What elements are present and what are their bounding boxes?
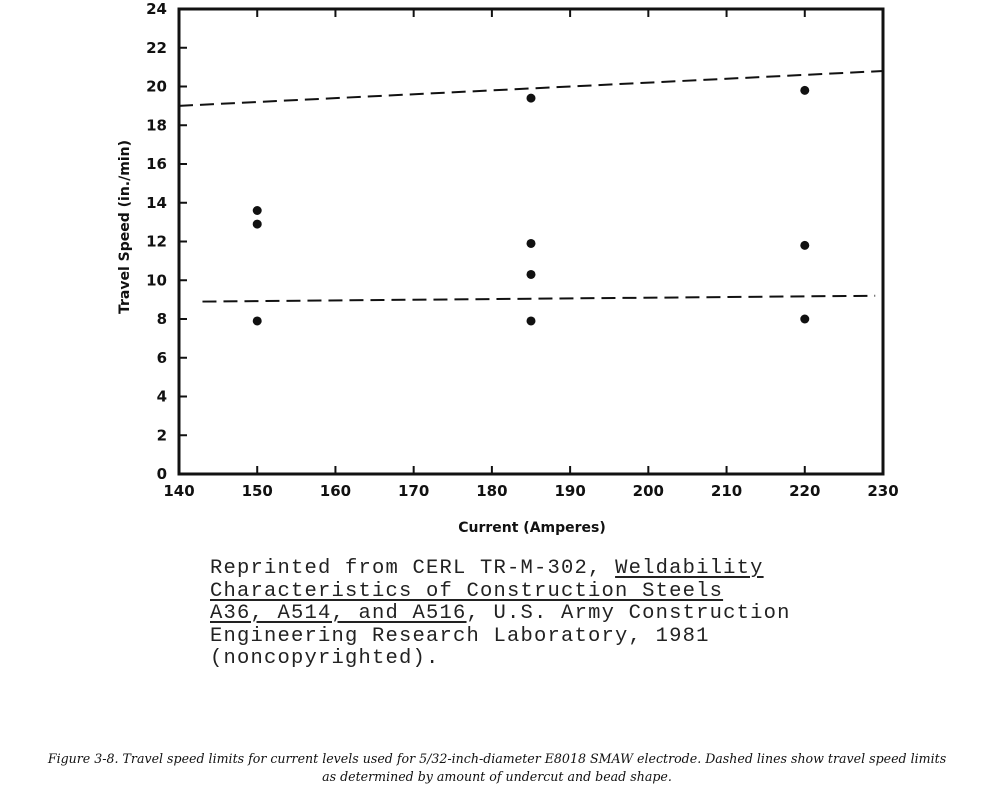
data-point	[253, 220, 262, 229]
caption-line2: as determined by amount of undercut and bead shape.	[322, 769, 672, 784]
reprint-line4: Engineering Research Laboratory, 1981	[210, 624, 710, 648]
y-axis-title: Travel Speed (in./min)	[117, 140, 133, 314]
x-tick-label: 160	[319, 482, 352, 500]
x-tick-label: 230	[867, 482, 899, 500]
x-tick-label: 190	[554, 482, 586, 500]
y-tick-label: 2	[156, 426, 167, 445]
y-tick-label: 22	[146, 38, 167, 57]
y-tick-label: 18	[146, 116, 167, 135]
data-point	[527, 316, 536, 325]
x-axis-title: Current (Amperes)	[458, 520, 606, 536]
y-tick-label: 24	[146, 0, 167, 18]
y-axis-ticks	[146, 0, 187, 483]
x-tick-label: 180	[476, 482, 508, 500]
data-point	[527, 239, 536, 248]
y-tick-label: 10	[146, 271, 167, 290]
data-point	[800, 86, 809, 95]
x-tick-label: 220	[789, 482, 821, 500]
data-point	[527, 270, 536, 279]
data-point	[253, 206, 262, 215]
caption-line1: Figure 3-8. Travel speed limits for current levels used for 5/32-inch-diameter E8018 SMAW electrode. Dashed lines show travel speed limits	[47, 751, 947, 766]
x-tick-label: 200	[632, 482, 664, 500]
reprint-title-part3: A36, A514, and A516	[210, 602, 467, 625]
reprint-note	[210, 558, 791, 671]
y-tick-label: 6	[156, 348, 167, 367]
y-tick-label: 8	[156, 310, 167, 328]
y-tick-label: 16	[146, 155, 167, 173]
x-axis-ticks	[163, 9, 898, 500]
x-tick-label: 140	[163, 482, 195, 500]
limit-lines	[179, 71, 883, 302]
data-point	[800, 315, 809, 324]
reprint-title-part1: Weldability	[615, 557, 764, 580]
data-points	[253, 86, 810, 326]
dashed-limit-line	[202, 296, 875, 302]
x-tick-label: 150	[241, 482, 273, 500]
x-tick-label: 210	[710, 482, 743, 500]
x-tick-label: 170	[398, 482, 430, 500]
reprint-line5: (noncopyrighted).	[210, 647, 440, 670]
data-point	[253, 316, 262, 325]
reprint-line3-suffix: , U.S. Army Construction	[466, 602, 791, 625]
y-tick-label: 0	[156, 465, 167, 483]
y-tick-label: 20	[146, 77, 167, 96]
reprint-line1-prefix: Reprinted from CERL TR-M-302,	[210, 557, 602, 580]
reprint-title-part2: Characteristics of Construction Steels	[210, 579, 724, 603]
figure-caption	[0, 750, 994, 786]
y-tick-label: 4	[156, 387, 167, 406]
y-tick-label: 14	[146, 193, 167, 212]
y-tick-label: 12	[146, 232, 167, 251]
data-point	[800, 241, 809, 250]
data-point	[527, 94, 536, 103]
